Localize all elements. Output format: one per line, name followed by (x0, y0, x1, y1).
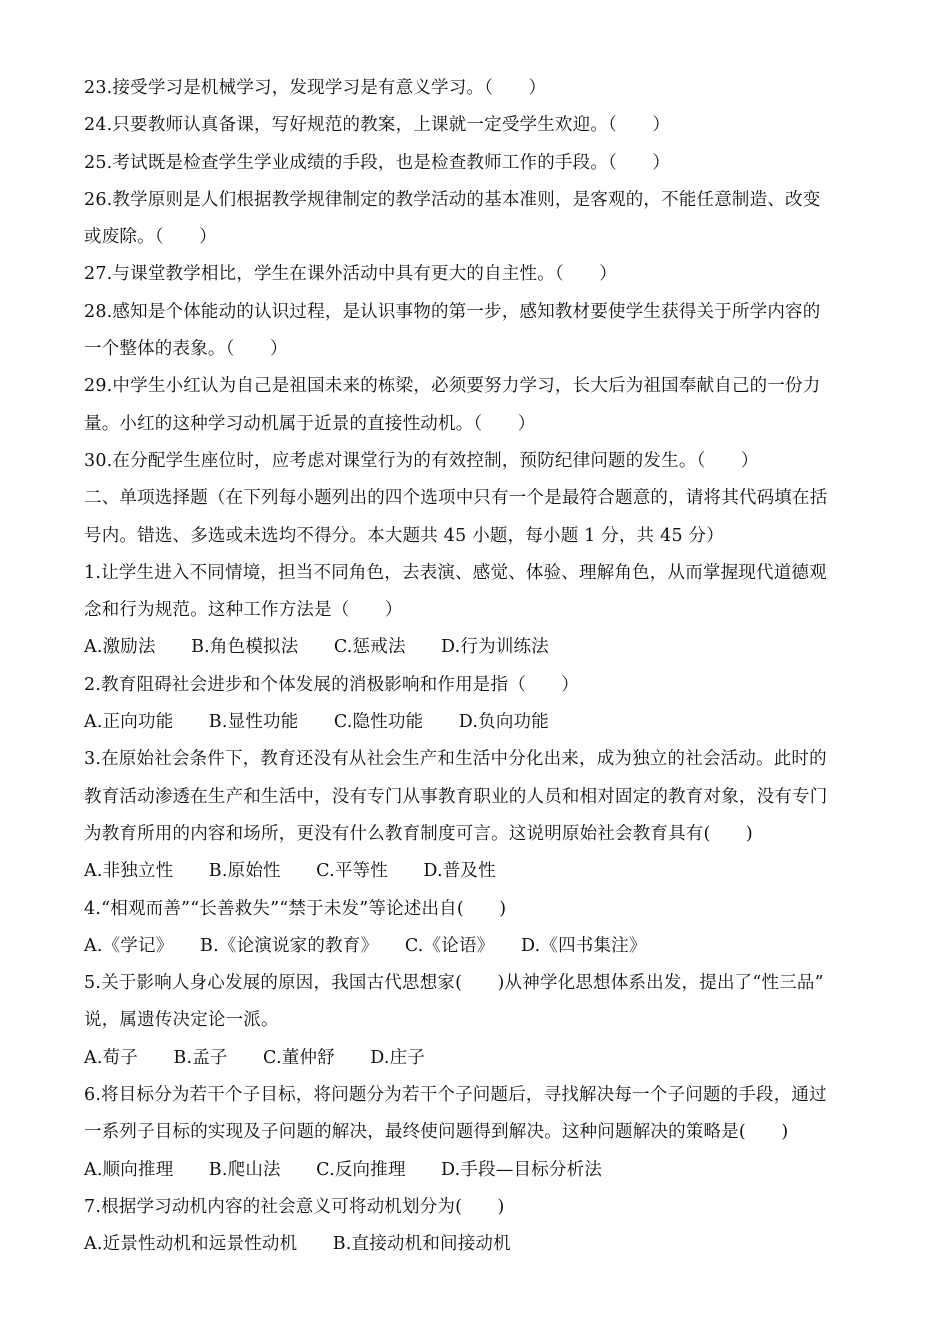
question-29: 29.中学生小红认为自己是祖国未来的栋梁，必须要努力学习，长大后为祖国奉献自己的一份力 (84, 376, 821, 397)
mc-question-1: 1.让学生进入不同情境，担当不同角色，去表演、感觉、体验、理解角色，从而掌握现代道德观 (84, 562, 827, 583)
mc-question-6-cont: 一系列子目标的实现及子问题的解决，最终使问题得到解决。这种问题解决的策略是( ) (84, 1122, 789, 1143)
question-30: 30.在分配学生座位时，应考虑对课堂行为的有效控制，预防纪律问题的发生。（ ） (84, 450, 759, 471)
question-24: 24.只要教师认真备课，写好规范的教案，上课就一定受学生欢迎。（ ） (84, 115, 671, 136)
question-28: 28.感知是个体能动的认识过程，是认识事物的第一步，感知教材要使学生获得关于所学内容的 (84, 301, 821, 322)
mc-options-3: A.非独立性 B.原始性 C.平等性 D.普及性 (84, 861, 496, 882)
question-26-cont: 或废除。（ ） (84, 227, 217, 248)
mc-question-3-cont-1: 教育活动渗透在生产和生活中，没有专门从事教育职业的人员和相对固定的教育对象，没有专门 (84, 786, 828, 807)
mc-options-5: A.荀子 B.孟子 C.董仲舒 D.庄子 (84, 1047, 426, 1068)
section-heading: 二、单项选择题（在下列每小题列出的四个选项中只有一个是最符合题意的，请将其代码填在括 (84, 488, 828, 509)
mc-question-1-cont: 念和行为规范。这种工作方法是（ ） (84, 600, 403, 621)
mc-options-7: A.近景性动机和远景性动机 B.直接动机和间接动机 (84, 1234, 511, 1255)
mc-question-3-cont-2: 为教育所用的内容和场所，更没有什么教育制度可言。这说明原始社会教育具有( ) (84, 823, 753, 844)
mc-options-6: A.顺向推理 B.爬山法 C.反向推理 D.手段—目标分析法 (84, 1159, 603, 1180)
exam-page (84, 70, 889, 1264)
mc-question-5-cont: 说，属遗传决定论一派。 (84, 1010, 279, 1031)
mc-options-2: A.正向功能 B.显性功能 C.隐性功能 D.负向功能 (84, 712, 549, 733)
question-26: 26.教学原则是人们根据教学规律制定的教学活动的基本准则，是客观的，不能任意制造、改变 (84, 189, 821, 210)
question-23: 23.接受学习是机械学习，发现学习是有意义学习。（ ） (84, 78, 547, 98)
question-25: 25.考试既是检查学生学业成绩的手段，也是检查教师工作的手段。（ ） (84, 152, 671, 173)
question-29-cont: 量。小红的这种学习动机属于近景的直接性动机。（ ） (84, 413, 536, 434)
mc-question-5: 5.关于影响人身心发展的原因，我国古代思想家( )从神学化思想体系出发，提出了“性三品” (84, 973, 824, 994)
question-28-cont: 一个整体的表象。（ ） (84, 339, 288, 360)
mc-question-2: 2.教育阻碍社会进步和个体发展的消极影响和作用是指（ ） (84, 674, 579, 695)
mc-question-6: 6.将目标分为若干个子目标，将问题分为若干个子问题后，寻找解决每一个子问题的手段，通过 (84, 1085, 827, 1106)
mc-options-1: A.激励法 B.角色模拟法 C.惩戒法 D.行为训练法 (84, 637, 549, 658)
section-heading-cont: 号内。错选、多选或未选均不得分。本大题共 45 小题，每小题 1 分，共 45 分） (84, 525, 724, 546)
mc-options-4: A.《学记》 B.《论演说家的教育》 C.《论语》 D.《四书集注》 (84, 935, 647, 956)
mc-question-7: 7.根据学习动机内容的社会意义可将动机划分为( ) (84, 1196, 505, 1217)
mc-question-4: 4.“相观而善”“长善救失”“禁于未发”等论述出自( ) (84, 898, 507, 919)
mc-question-3: 3.在原始社会条件下，教育还没有从社会生产和生活中分化出来，成为独立的社会活动。此时的 (84, 749, 827, 770)
question-27: 27.与课堂教学相比，学生在课外活动中具有更大的自主性。（ ） (84, 264, 617, 285)
